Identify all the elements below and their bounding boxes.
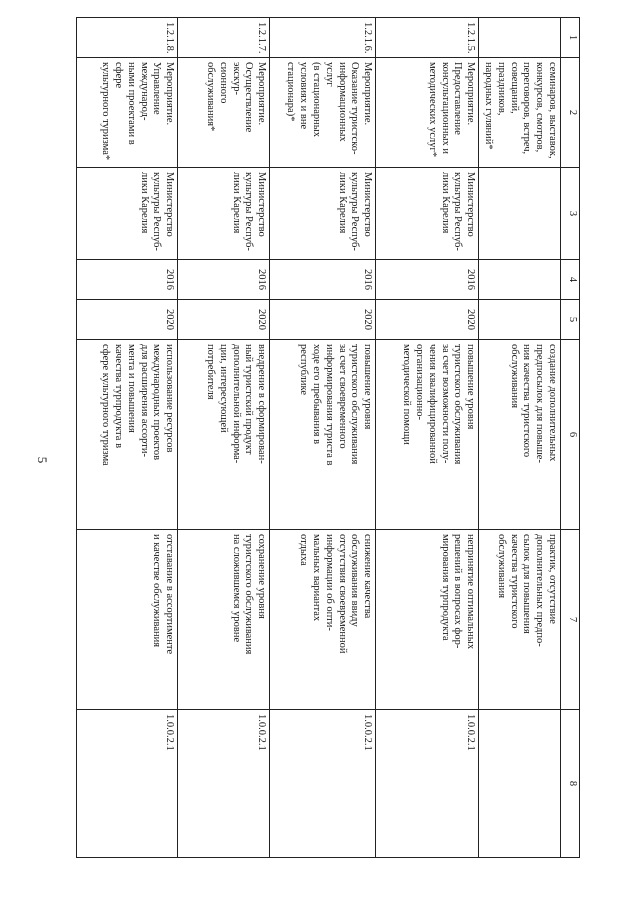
column-header: 1	[561, 18, 580, 58]
cell-executor	[479, 168, 561, 260]
cell-number: 1.2.1.6.	[270, 18, 376, 58]
cell-number: 1.2.1.5.	[376, 18, 479, 58]
cell-result: использование ресурсов международных проектов для расширения ассорти- мента и повышения качества турпродукта в сфере культурного туризма	[77, 340, 178, 530]
cell-link	[479, 710, 561, 858]
cell-start-year: 2016	[376, 260, 479, 300]
program-table	[76, 17, 580, 858]
column-header: 5	[561, 300, 580, 340]
cell-consequences: отставание в ассортименте и качестве обслуживания	[77, 530, 178, 710]
cell-executor: Министерство культуры Респуб- лики Карелия	[270, 168, 376, 260]
cell-consequences: снижение качества обслуживания ввиду отсутствия своевременной информации об опти- мальных вариантах отдыха	[270, 530, 376, 710]
cell-event: Мероприятие. Оказание туристско- информационных услуг (в стационарных условиях и вне стационара)*	[270, 58, 376, 168]
table-row	[270, 18, 376, 858]
cell-consequences: практик, отсутствие дополнительных предпо- сылок для повышения качества туристского обслуживания	[479, 530, 561, 710]
cell-end-year: 2020	[77, 300, 178, 340]
table-row	[376, 18, 479, 858]
page-number: 5	[35, 456, 50, 464]
header-row	[561, 18, 580, 858]
cell-start-year: 2016	[77, 260, 178, 300]
cell-start-year: 2016	[270, 260, 376, 300]
cell-result: создание дополнительных предпосылок для повыше- ния качества туристского обслуживания	[479, 340, 561, 530]
column-header: 3	[561, 168, 580, 260]
cell-consequences: непринятие оптимальных решений в вопросах фор- мирования турпродукта	[376, 530, 479, 710]
cell-end-year: 2020	[178, 300, 270, 340]
rotated-table-container	[40, 17, 580, 857]
column-header: 4	[561, 260, 580, 300]
table-row	[178, 18, 270, 858]
cell-end-year	[479, 300, 561, 340]
cell-number: 1.2.1.8.	[77, 18, 178, 58]
cell-start-year	[479, 260, 561, 300]
column-header: 2	[561, 58, 580, 168]
cell-end-year: 2020	[376, 300, 479, 340]
cell-link: 1.0.0.2.1	[178, 710, 270, 858]
cell-event: семинаров, выставок, конкурсов, смотров, переговоров, встреч, совещаний, праздников, народных гуляний*	[479, 58, 561, 168]
cell-consequences: сохранение уровня туристского обслуживания на сложившемся уровне	[178, 530, 270, 710]
cell-result: повышение уровня туристского обслуживания за счет своевременного информирования туриста в ходе его пребывания в республике	[270, 340, 376, 530]
cell-link: 1.0.0.2.1	[77, 710, 178, 858]
cell-number	[479, 18, 561, 58]
cell-end-year: 2020	[270, 300, 376, 340]
cell-result: внедрение в сформирован- ный туристский продукт дополнительной информа- ции, интересующей потребителя	[178, 340, 270, 530]
column-header: 8	[561, 710, 580, 858]
cell-start-year: 2016	[178, 260, 270, 300]
cell-event: Мероприятие. Осуществление экскур- сионного обслуживания*	[178, 58, 270, 168]
table-row	[479, 18, 561, 858]
table-row	[77, 18, 178, 858]
column-header: 6	[561, 340, 580, 530]
cell-event: Мероприятие. Управление международ- ными проектами в сфере культурного туризма*	[77, 58, 178, 168]
cell-event: Мероприятие. Предоставление консультационных и методических услуг*	[376, 58, 479, 168]
cell-executor: Министерство культуры Респуб- лики Карелия	[376, 168, 479, 260]
cell-link: 1.0.0.2.1	[376, 710, 479, 858]
cell-link: 1.0.0.2.1	[270, 710, 376, 858]
cell-executor: Министерство культуры Респуб- лики Карелия	[178, 168, 270, 260]
column-header: 7	[561, 530, 580, 710]
cell-result: повышение уровня туристского обслуживания за счет возможности полу- чения квалифицированной организационно- методической помощи	[376, 340, 479, 530]
cell-executor: Министерство культуры Респуб- лики Карелия	[77, 168, 178, 260]
cell-number: 1.2.1.7.	[178, 18, 270, 58]
